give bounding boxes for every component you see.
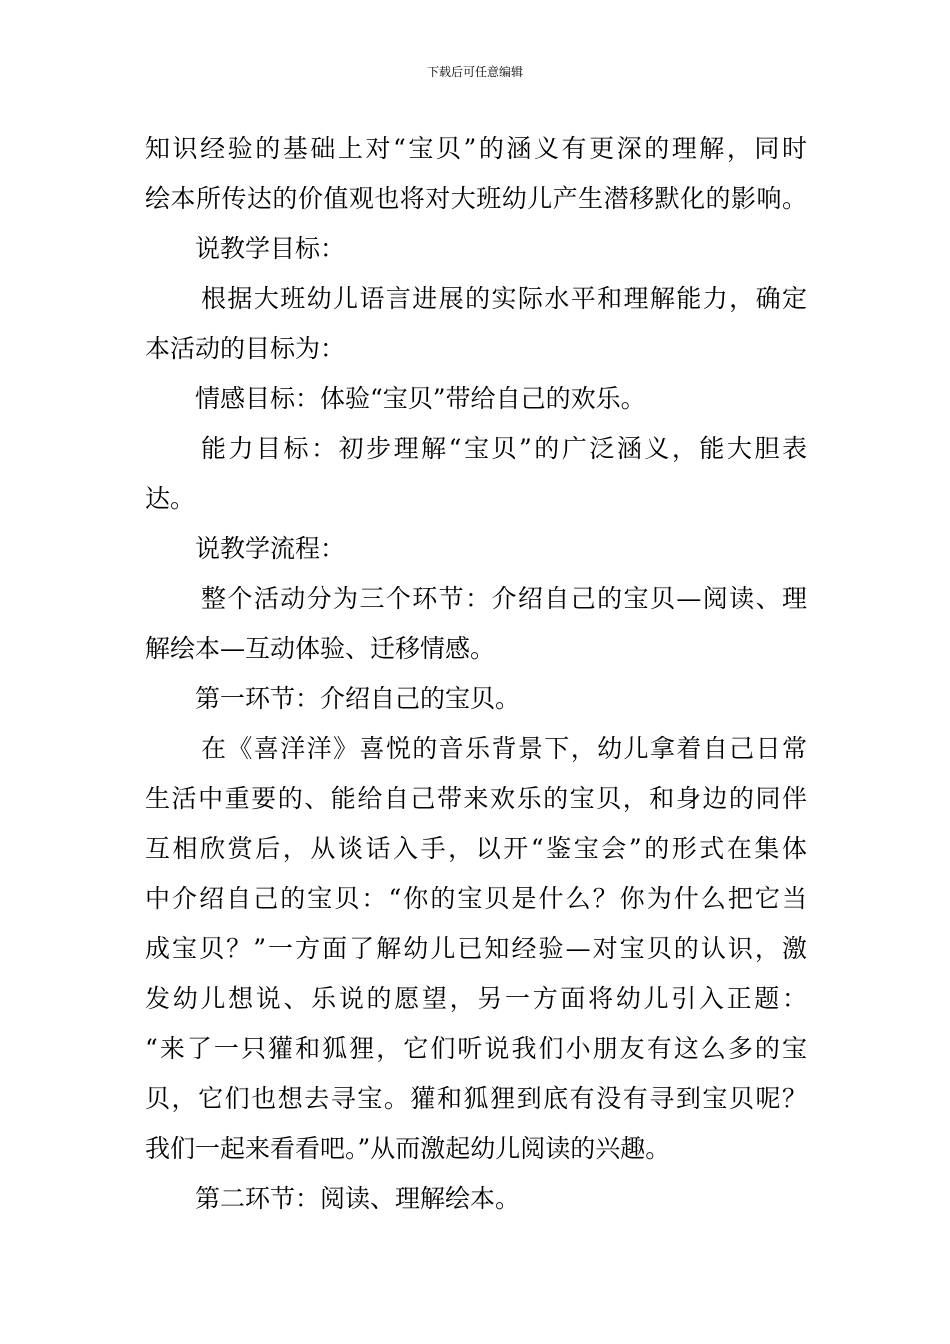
text-line: 知识经验的基础上对“宝贝”的涵义有更深的理解，同时 xyxy=(145,134,807,163)
document-body xyxy=(145,124,807,1224)
text-line: 绘本所传达的价值观也将对大班幼儿产生潜移默化的影响。 xyxy=(145,184,807,213)
text-line: 我们一起来看看吧。”从而激起幼儿阅读的兴趣。 xyxy=(145,1134,671,1163)
section-heading: 第二环节：阅读、理解绘本。 xyxy=(195,1184,521,1213)
text-line: 本活动的目标为： xyxy=(145,334,346,363)
text-line: 发幼儿想说、乐说的愿望，另一方面将幼儿引入正题： xyxy=(145,984,807,1013)
text-line: 生活中重要的、能给自己带来欢乐的宝贝，和身边的同伴 xyxy=(145,784,807,813)
section-heading: 第一环节：介绍自己的宝贝。 xyxy=(195,684,521,713)
text-line: 达。 xyxy=(145,484,196,513)
text-line: 成宝贝？”一方面了解幼儿已知经验—对宝贝的认识，激 xyxy=(145,934,807,963)
text-line: 在《喜洋洋》喜悦的音乐背景下，幼儿拿着自己日常 xyxy=(201,734,807,763)
text-line: 中介绍自己的宝贝：“你的宝贝是什么？你为什么把它当 xyxy=(145,884,807,913)
text-line: 整个活动分为三个环节：介绍自己的宝贝—阅读、理 xyxy=(201,584,807,613)
text-line: 解绘本—互动体验、迁移情感。 xyxy=(145,634,496,663)
text-line: 互相欣赏后，从谈话入手，以开“鉴宝会”的形式在集体 xyxy=(145,834,807,863)
section-heading: 说教学流程： xyxy=(195,534,346,563)
text-line: 能力目标：初步理解“宝贝”的广泛涵义，能大胆表 xyxy=(201,434,807,463)
text-line: 贝，它们也想去寻宝。獾和狐狸到底有没有寻到宝贝呢？ xyxy=(145,1084,807,1113)
text-line: 根据大班幼儿语言进展的实际水平和理解能力，确定 xyxy=(201,284,807,313)
text-line: 情感目标：体验“宝贝”带给自己的欢乐。 xyxy=(195,384,646,413)
section-heading: 说教学目标： xyxy=(195,234,346,263)
page-header: 下载后可任意编辑 xyxy=(426,65,523,79)
text-line: “来了一只獾和狐狸，它们听说我们小朋友有这么多的宝 xyxy=(145,1034,807,1063)
